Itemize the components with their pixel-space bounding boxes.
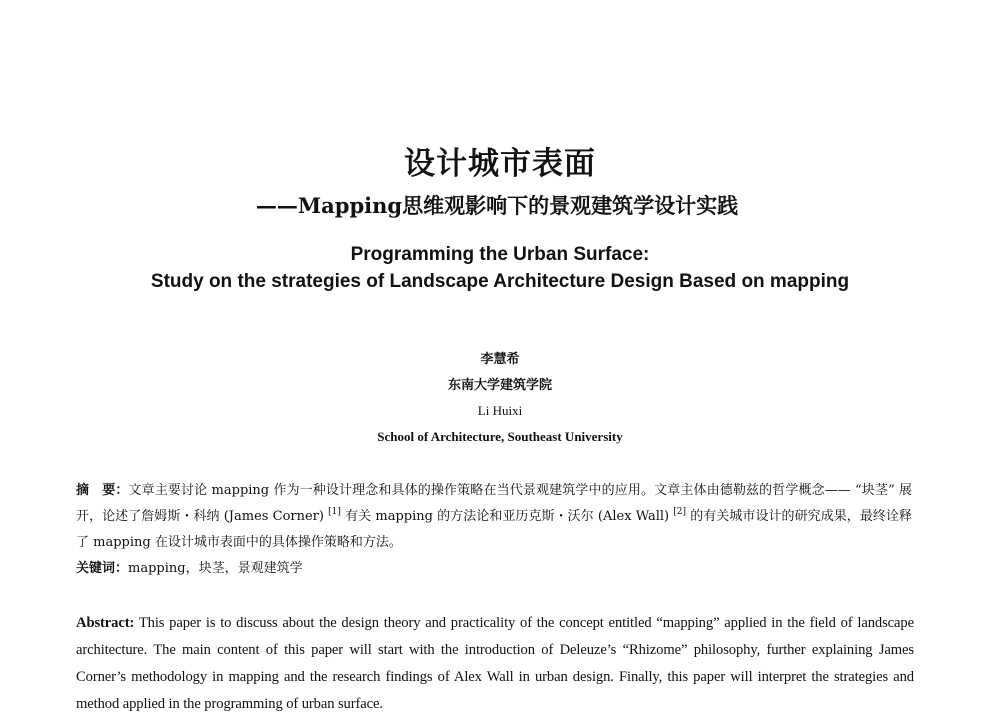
reference-1: [1] (328, 507, 341, 517)
chinese-abstract-text-2: 有关 mapping 的方法论和亚历克斯・沃尔 (Alex Wall) (340, 509, 674, 524)
chinese-abstract-label: 摘 要： (76, 483, 129, 498)
english-title-line-1: Programming the Urban Surface: (350, 244, 650, 265)
english-title-line-2: Study on the strategies of Landscape Architecture Design Based on mapping (150, 271, 850, 292)
chinese-keywords (76, 557, 912, 576)
author-name-chinese: 李慧希 (480, 352, 520, 367)
chinese-abstract (76, 478, 912, 556)
chinese-abstract-text-3: 的有关城市设计的研究成果，最终诠释了 mapping 在设计城市表面中的具体操作策略和方法。 (76, 509, 912, 550)
author-institution-english: School of Architecture, Southeast University (377, 429, 623, 444)
chinese-abstract-text-1: 文章主要讨论 mapping 作为一种设计理念和具体的操作策略在当代景观建筑学中的应用。文章主体由德勒兹的哲学概念—— “块茎” 展开，论述了詹姆斯・科纳 (James Corner) (76, 483, 912, 524)
author-institution-chinese: 东南大学建筑学院 (447, 378, 552, 393)
english-abstract (76, 610, 914, 718)
english-abstract-text: This paper is to discuss about the design theory and practicality of the concept entitled “mapping” applied in the field of landscape architecture. The main content of this paper will start with the introduction of Deleuze’s “Rhizome” philosophy, further explaining James Corner’s methodology in mapping and the research findings of Alex Wall in urban design. Finally, this paper will interpret the strategies and method applied in the programming of urban surface. (76, 615, 914, 712)
chinese-subtitle: ——Mapping思维观影响下的景观建筑学设计实践 (255, 193, 739, 218)
chinese-keywords-label: 关键词： (76, 561, 129, 576)
author-name-english: Li Huixi (477, 403, 523, 418)
english-abstract-label: Abstract: (76, 615, 135, 631)
chinese-title: 设计城市表面 (404, 146, 596, 182)
reference-2: [2] (673, 507, 687, 517)
chinese-keywords-text: mapping，块茎，景观建筑学 (128, 561, 303, 576)
